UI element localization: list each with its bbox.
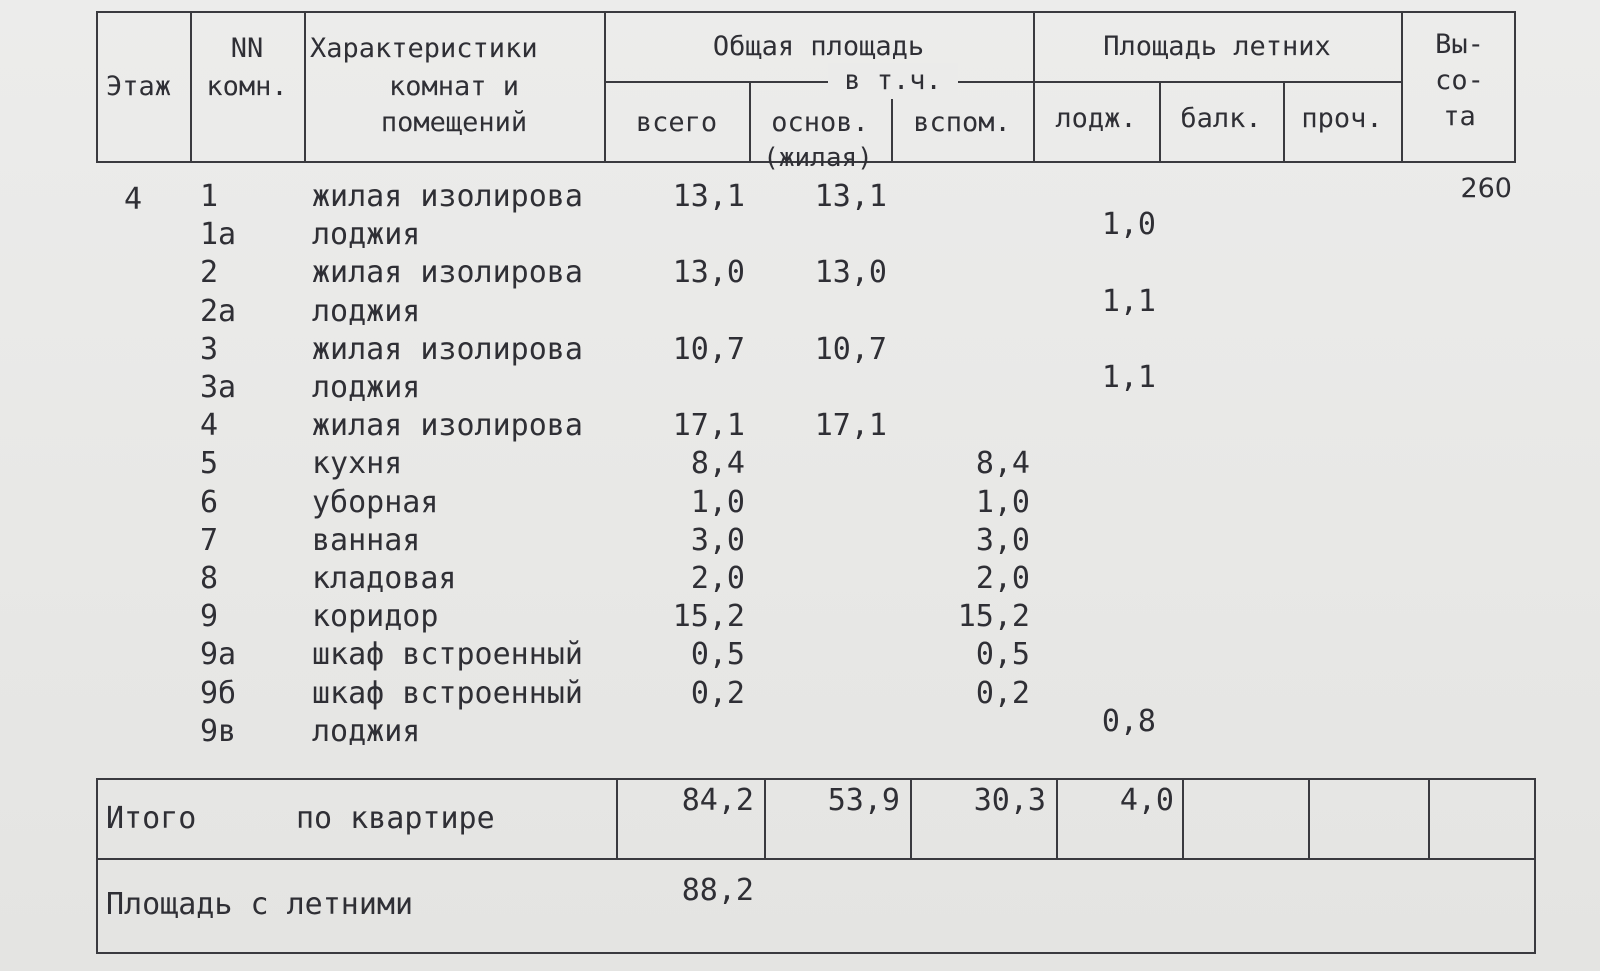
room-main: 13,1 [814, 179, 887, 214]
room-name: лоджия [312, 217, 421, 253]
room-name: кладовая [312, 561, 457, 596]
room-name: жилая изолирова [312, 255, 583, 291]
header-balcony: балк. [1180, 103, 1262, 134]
room-total: 3,0 [690, 522, 745, 558]
room-number: 9б [200, 675, 237, 711]
room-number: 6 [200, 484, 219, 520]
room-total: 2,0 [690, 561, 745, 596]
room-name: кухня [312, 446, 403, 482]
room-name: ванная [312, 522, 421, 558]
room-total: 15,2 [672, 599, 745, 635]
room-number: 3а [200, 370, 237, 405]
room-name: лоджия [312, 293, 421, 329]
header-incl: в т.ч. [828, 63, 958, 99]
header-floor: Этаж [106, 71, 172, 102]
room-total: 13,1 [672, 179, 745, 214]
room-total: 10,7 [672, 331, 745, 367]
room-number: 8 [200, 561, 219, 596]
room-aux: 15,2 [957, 599, 1030, 635]
header-total: всего [635, 107, 718, 138]
header-height-line2: со- [1435, 65, 1484, 96]
room-name: шкаф встроенный [312, 675, 583, 711]
room-total: 1,0 [690, 484, 745, 520]
header-other: проч. [1301, 103, 1383, 134]
room-loggia: 1,1 [1101, 360, 1156, 395]
header-living: (жилая) [763, 143, 873, 173]
room-number: 7 [200, 522, 219, 558]
totals-aux: 30,3 [973, 783, 1046, 818]
header-height-line1: Вы- [1435, 29, 1484, 60]
room-number: 2а [200, 293, 237, 329]
header-characteristics-line3: помещений [380, 107, 528, 138]
room-total: 17,1 [672, 408, 745, 444]
room-number: 2 [200, 255, 219, 291]
room-number: 9 [200, 599, 219, 635]
room-loggia: 1,0 [1101, 207, 1156, 243]
room-number: 1а [200, 217, 237, 253]
room-number: 9в [200, 713, 237, 749]
with-summer-label: Площадь с летними [106, 887, 414, 922]
header-summer-area: Площадь летних [1103, 31, 1331, 62]
room-loggia: 0,8 [1101, 703, 1156, 739]
room-number: 9а [200, 637, 237, 673]
room-name: лоджия [312, 370, 421, 405]
room-name: жилая изолирова [312, 331, 583, 367]
room-aux: 2,0 [975, 561, 1030, 596]
room-total: 13,0 [672, 255, 745, 291]
totals-total: 84,2 [681, 783, 754, 818]
room-number: 4 [200, 408, 219, 444]
room-total: 8,4 [690, 446, 745, 482]
room-name: шкаф встроенный [312, 637, 583, 673]
totals-table [96, 778, 1536, 954]
room-aux: 0,5 [975, 637, 1030, 673]
with-summer-value: 88,2 [681, 873, 754, 908]
room-number: 3 [200, 331, 219, 367]
room-main: 10,7 [814, 331, 887, 367]
room-name: жилая изолирова [312, 179, 583, 214]
header-total-area: Общая площадь [712, 31, 925, 62]
room-main: 13,0 [814, 255, 887, 291]
room-aux: 8,4 [975, 446, 1030, 482]
floor-value: 4 [124, 182, 143, 217]
header-characteristics-line2: комнат и [388, 71, 520, 102]
room-aux: 1,0 [975, 484, 1030, 520]
room-main: 17,1 [814, 408, 887, 444]
room-name: лоджия [312, 713, 421, 749]
header-room-no-line2: комн. [206, 71, 288, 102]
room-aux: 0,2 [975, 675, 1030, 711]
totals-label-right: по квартире [296, 801, 495, 836]
room-name: жилая изолирова [312, 408, 583, 444]
room-aux: 3,0 [975, 522, 1030, 558]
room-name: коридор [312, 599, 439, 635]
room-number: 1 [200, 179, 219, 214]
header-height-line3: та [1443, 101, 1476, 132]
header-main: основ. [771, 107, 869, 138]
totals-label-left: Итого [106, 801, 197, 836]
totals-loggia: 4,0 [1119, 783, 1174, 818]
room-total: 0,2 [690, 675, 745, 711]
totals-with-summer-row [98, 858, 1534, 922]
room-name: уборная [312, 484, 439, 520]
room-total: 0,5 [690, 637, 745, 673]
room-number: 5 [200, 446, 219, 482]
header-characteristics-line1: Характеристики [310, 33, 538, 64]
height-value: 260 [1460, 173, 1512, 204]
header-loggia: лодж. [1055, 103, 1137, 134]
totals-main: 53,9 [827, 783, 900, 818]
room-loggia: 1,1 [1101, 283, 1156, 319]
header-aux: вспом. [913, 107, 1011, 138]
header-room-no-line1: NN [230, 33, 264, 64]
